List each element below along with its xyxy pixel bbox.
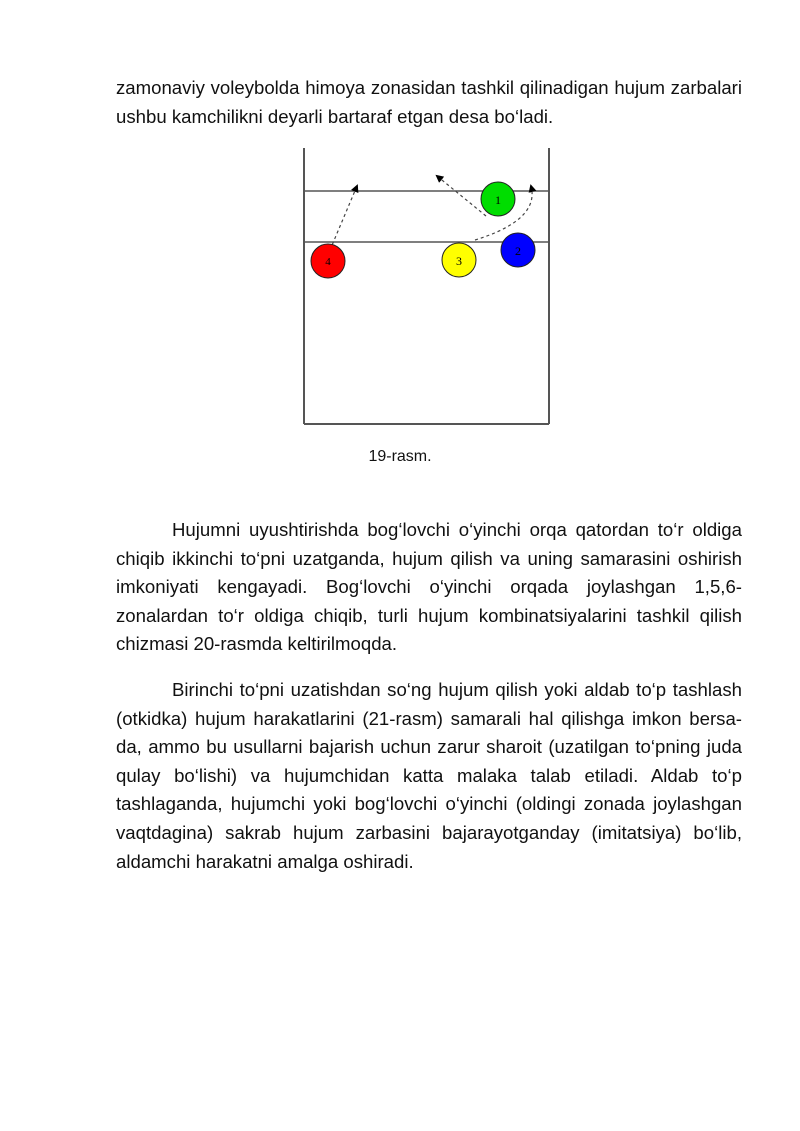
- figure-caption: 19-rasm.: [368, 448, 432, 465]
- second-paragraph: Hujumni uyushtirishda bog‘lovchi o‘yinchi orqa qatordan to‘r oldiga chiqib ikkinchi to‘pni uzatganda, hujum qilish va uning samarasini oshirish imkoniyati kengayadi. Bog‘lovchi o‘yinchi orqada joylashgan 1,5,6-zonalardan to‘r oldiga chiqib, turli hujum kombinatsiyalarini tashkil qilish chizmasi 20-rasmda keltirilmoqda.: [116, 519, 742, 655]
- player-1-label: 1: [495, 193, 501, 207]
- player-4-label: 4: [325, 256, 331, 268]
- player-3-label: 3: [456, 254, 462, 268]
- third-paragraph: Birinchi to‘pni uzatishdan so‘ng hujum qilish yoki aldab to‘p tashlash (otkidka) hujum harakatlarini (21-rasm) samarali hal qilishga imkon bersa-da, ammo bu usullarni bajarish uchun zarur sharoit (uzatilgan to‘pning juda qulay bo‘lishi) va hujumchidan katta malaka talab etiladi. Aldab to‘p tashlaganda, hujumchi yoki bog‘lovchi o‘yinchi (oldingi zonada joylashgan vaqtdagina) sakrab hujum zarbasini bajarayotganday (imitatsiya) bo‘lib, aldamchi harakatni amalga oshiradi.: [116, 679, 742, 872]
- arrow-player-1: [437, 176, 486, 216]
- intro-paragraph: zamonaviy voleybolda himoya zonasidan tashkil qilinadigan hujum zarbalari ushbu kamchilikni deyarli bartaraf etgan desa bo‘ladi.: [116, 77, 742, 127]
- arrow-player-4: [330, 186, 357, 250]
- player-2-label: 2: [515, 244, 521, 258]
- court-diagram-svg: [300, 146, 556, 428]
- court-diagram: [300, 146, 556, 428]
